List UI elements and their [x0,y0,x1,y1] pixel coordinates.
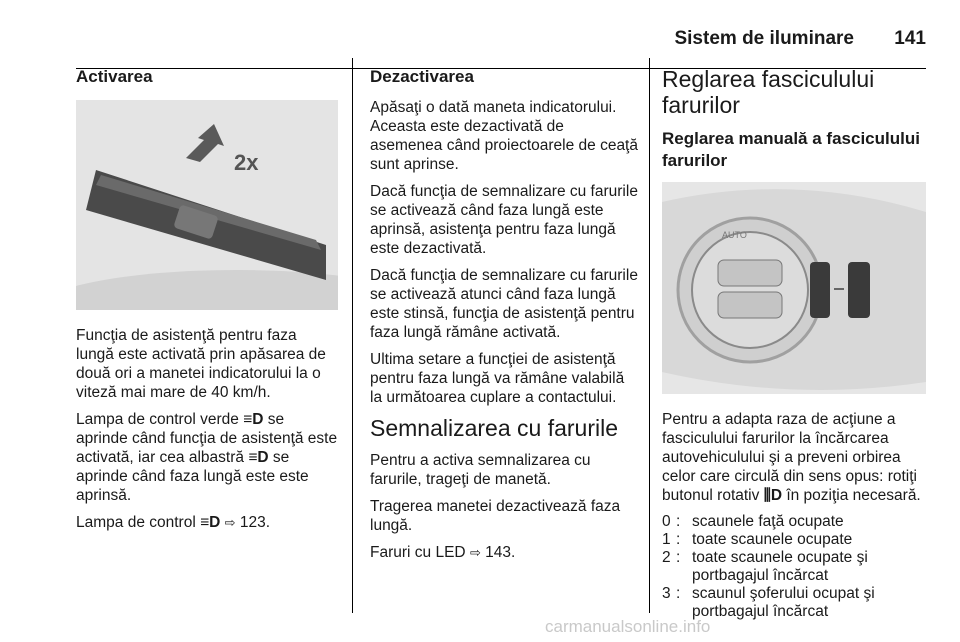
paragraph: Lampa de control verde ≡D se aprinde când funcţia de asistenţă este activată, iar cea albastră ≡D se aprinde când faza lungă este este aprinsă. [76,411,338,504]
auto-label: AUTO [722,230,747,240]
press-count-label: 2x [234,150,259,175]
paragraph: Apăsaţi o dată maneta indicatorului. Aceasta este dezactivată de asemenea când proiectoarele de ceaţă sunt aprinse. [370,99,638,173]
list-item: 3 : scaunul şoferului ocupat şi portbagajul încărcat [662,585,875,620]
page-reference[interactable]: 123. [239,514,271,531]
paragraph: Pentru a activa semnalizarea cu farurile, trageţi de manetă. [370,452,591,488]
paragraph: Dacă funcţia de semnalizare cu farurile se activează când faza lungă este aprinsă, asistenţa pentru faza lungă este dezactivată. [370,183,638,257]
stalk-illustration [76,100,338,310]
page-header [76,22,926,49]
heading-reglarea: Reglarea fasciculului farurilor [662,66,875,118]
column-1 [76,58,338,540]
level-list [662,513,926,621]
heading-dezactivarea: Dezactivarea [370,67,474,86]
list-item: 2 : toate scaunele ocupate şi portbagajul încărcat [662,549,868,584]
page-reference-icon: ⇨ [469,545,481,560]
high-beam-assist-icon: ≡D [200,514,221,531]
heading-semnalizarea: Semnalizarea cu farurile [370,415,619,441]
page-number: 141 [894,28,926,49]
list-item: 1 : toate scaunele ocupate [662,531,853,548]
paragraph: Lampa de control ≡D ⇨ 123. [76,514,271,531]
page-reference-icon: ⇨ [224,515,236,530]
subheading-manual: Reglarea manuală a fasciculului farurilor [662,129,920,170]
heading-activarea: Activarea [76,67,153,86]
column-3 [662,58,926,621]
paragraph: Ultima setare a funcţiei de asistenţă pentru faza lungă va rămâne valabilă la următoarea cuplare a contactului. [370,351,625,406]
paragraph: Funcţia de asistenţă pentru faza lungă este activată prin apăsarea de două ori a manetei indicatorului la o viteză mai mare de 40 km/h. [76,327,326,401]
column-2 [370,58,638,570]
beam-range-icon: ⫼D [763,487,783,504]
paragraph: Pentru a adapta raza de acţiune a fasciculului farurilor la încărcarea autovehiculului şi a preveni orbirea celor care circulă din sens opus: rotiţi butonul rotativ ⫼D în poziţia necesară. [662,411,921,504]
page-reference[interactable]: 143. [485,544,516,561]
column-divider-1 [352,58,353,613]
list-item: 0 : scaunele faţă ocupate [662,513,844,530]
paragraph: Tragerea manetei dezactivează faza lungă. [370,498,621,534]
section-title: Sistem de iluminare [674,28,854,49]
column-divider-2 [649,58,650,613]
paragraph: Faruri cu LED ⇨ 143. [370,544,516,561]
paragraph: Dacă funcţia de semnalizare cu farurile se activează atunci când faza lungă este stinsă, funcţia de asistenţă pentru faza lungă rămâne activată. [370,267,638,341]
high-beam-assist-icon: ≡D [243,411,264,428]
light-switch-illustration [662,182,926,394]
high-beam-icon: ≡D [248,449,269,466]
watermark: carmanualsonline.info [545,617,711,636]
